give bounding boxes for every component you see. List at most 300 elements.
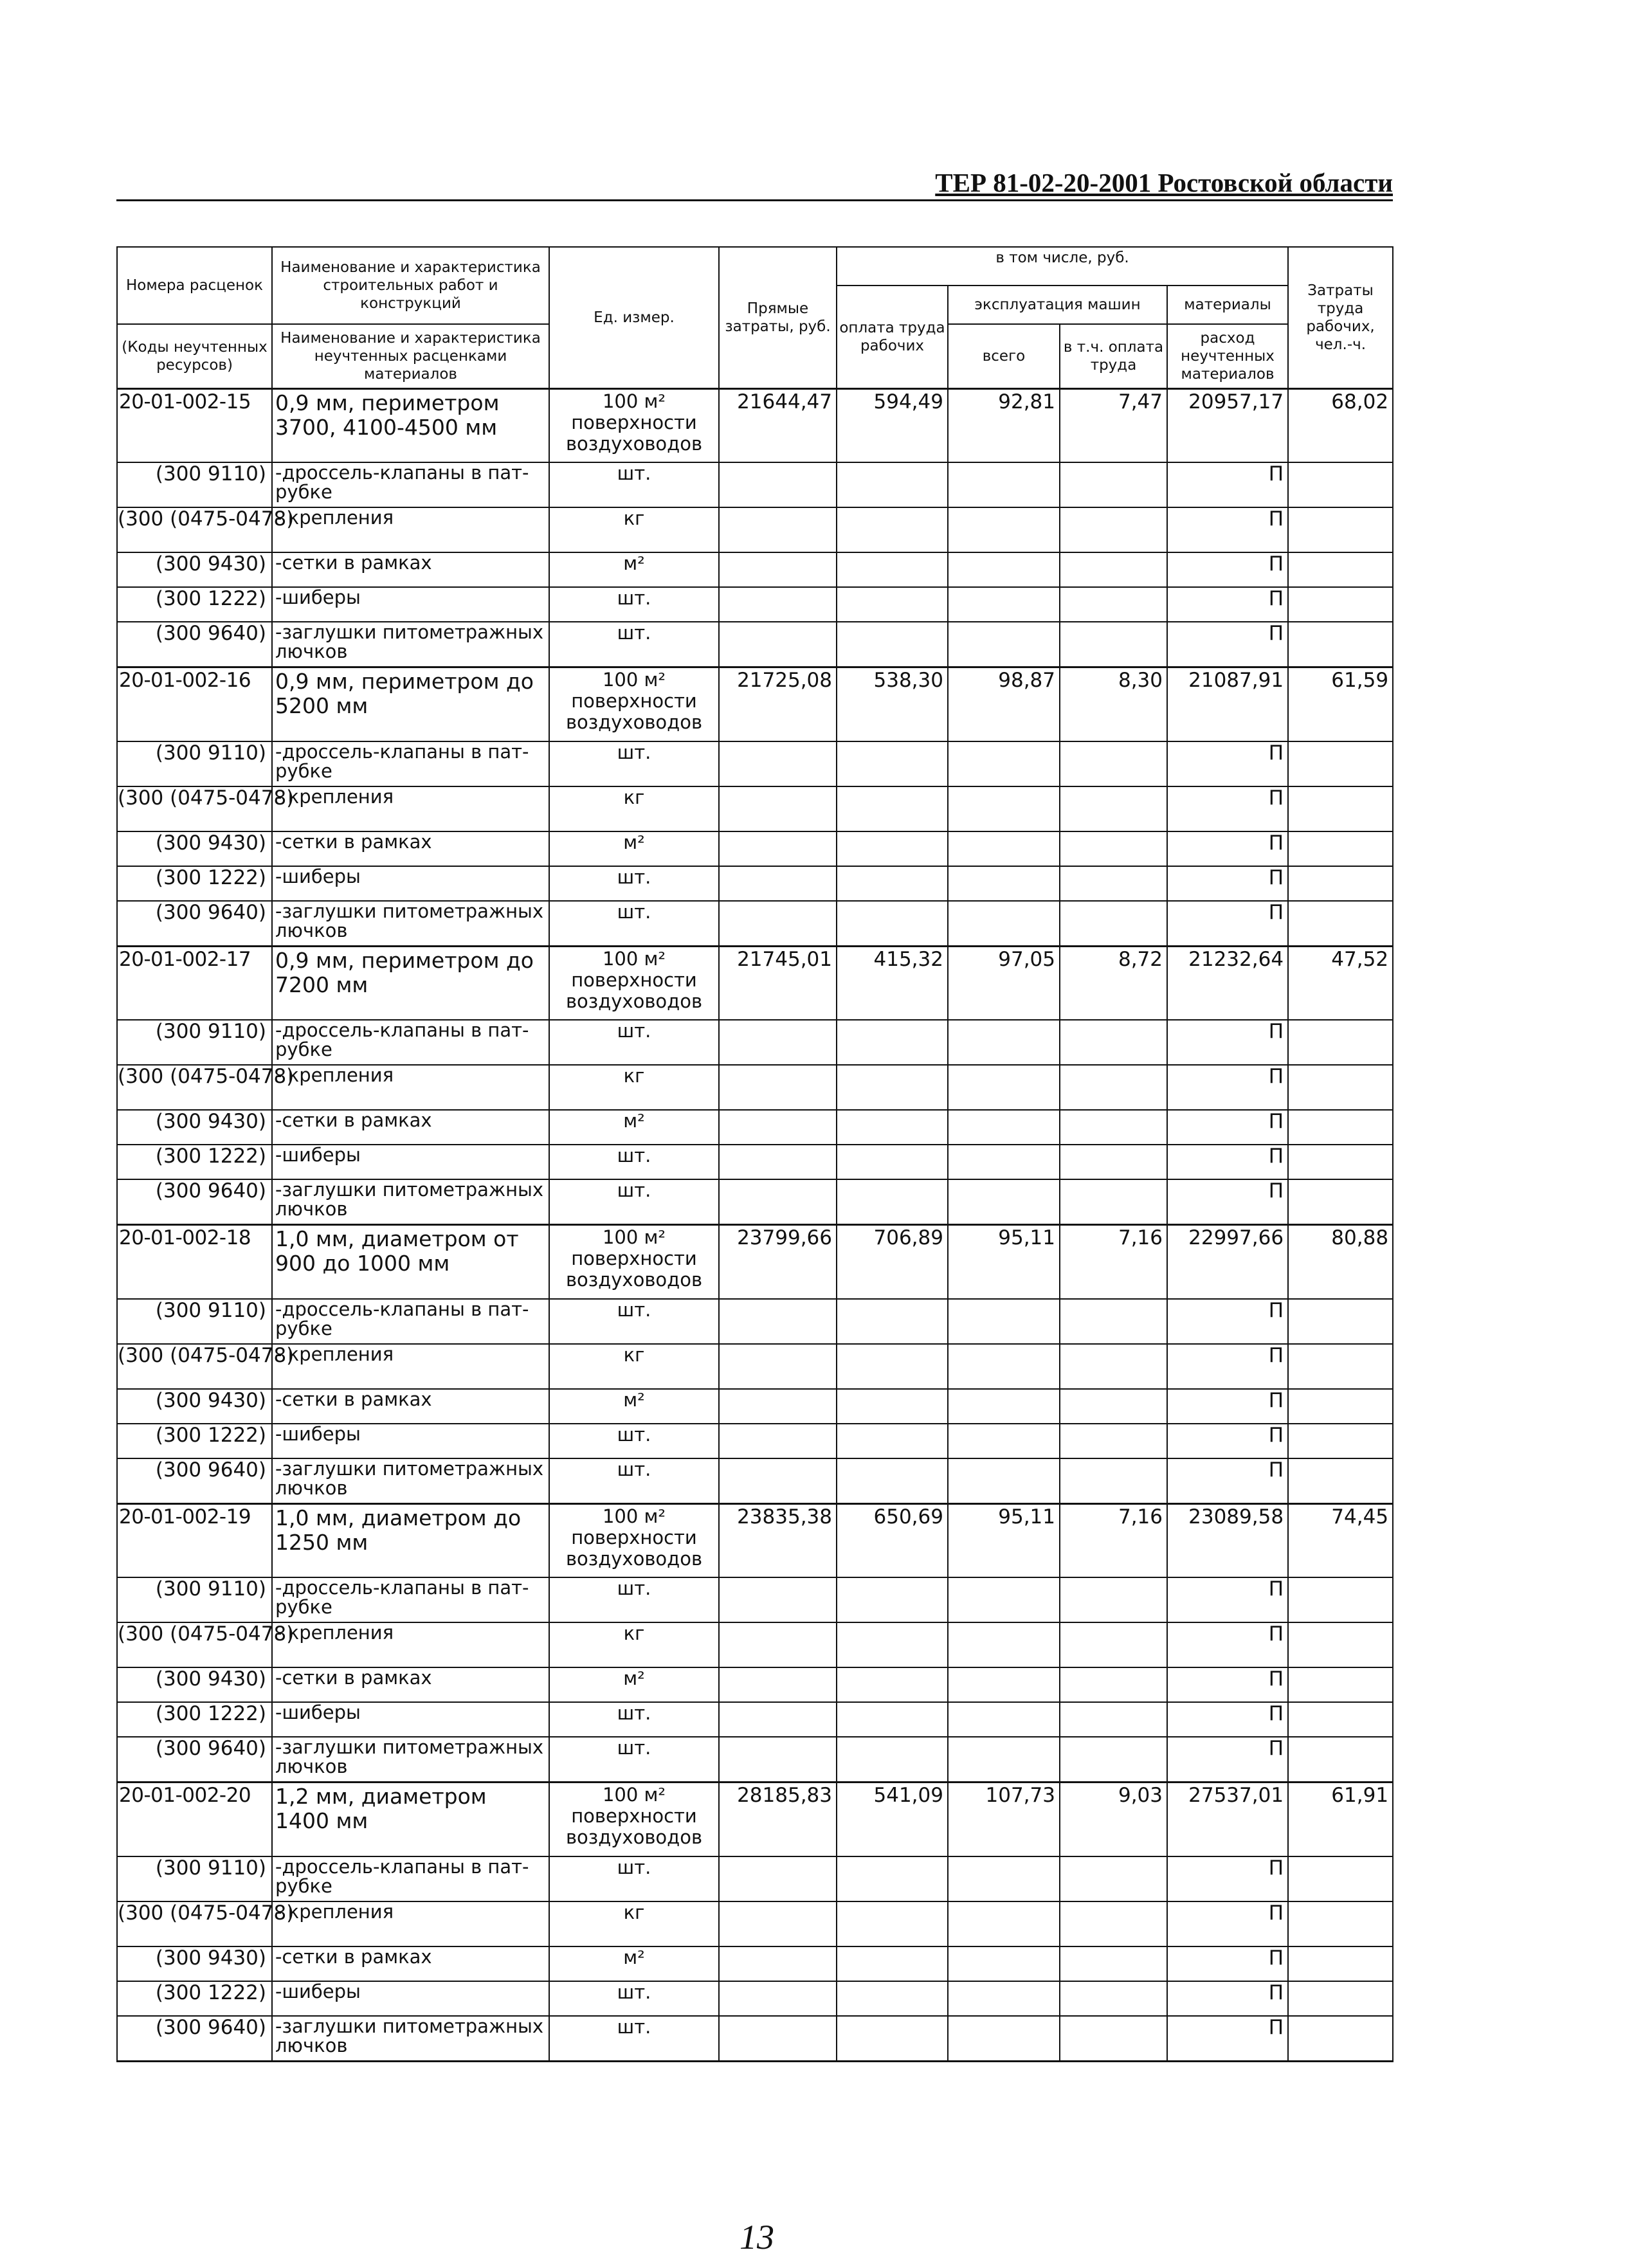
empty-cell — [1288, 1424, 1393, 1458]
labor-cost: 61,91 — [1288, 1783, 1393, 1856]
material-code: (300 9640) — [117, 1737, 272, 1783]
empty-cell — [719, 786, 837, 831]
material-code: (300 9430) — [117, 831, 272, 866]
material-row — [117, 1458, 1393, 1504]
empty-cell — [1288, 1901, 1393, 1946]
material-name: -заглушки питометражных лючков — [272, 622, 549, 667]
material-row — [117, 2016, 1393, 2062]
empty-cell — [719, 622, 837, 667]
empty-cell — [948, 507, 1060, 552]
rate-row — [117, 1225, 1393, 1299]
empty-cell — [719, 1458, 837, 1504]
empty-cell — [1060, 1344, 1167, 1389]
material-row — [117, 1424, 1393, 1458]
material-code: (300 9110) — [117, 1856, 272, 1901]
material-code: (300 (0475-0478) — [117, 786, 272, 831]
header-code-bottom: (Коды неучтенных ресурсов) — [117, 324, 272, 388]
empty-cell — [1060, 1901, 1167, 1946]
machines-labor: 8,30 — [1060, 667, 1167, 741]
rate-name: 1,2 мм, диаметром 1400 мм — [272, 1783, 549, 1856]
empty-cell — [1288, 786, 1393, 831]
rate-row — [117, 946, 1393, 1020]
material-row — [117, 1577, 1393, 1622]
material-unit: шт. — [549, 901, 719, 947]
material-code: (300 9110) — [117, 462, 272, 507]
material-row — [117, 866, 1393, 901]
labor-cost: 80,88 — [1288, 1225, 1393, 1299]
rate-unit: 100 м² поверхности воздуховодов — [549, 388, 719, 462]
machines-total: 97,05 — [948, 946, 1060, 1020]
empty-cell — [719, 1622, 837, 1667]
header-labor-pay: оплата труда рабочих — [837, 286, 948, 388]
empty-cell — [1060, 1856, 1167, 1901]
material-mark: П — [1167, 901, 1288, 947]
empty-cell — [1288, 1389, 1393, 1424]
material-row — [117, 622, 1393, 667]
rate-name: 0,9 мм, периметром до 5200 мм — [272, 667, 549, 741]
material-code: (300 9640) — [117, 1458, 272, 1504]
material-row — [117, 1702, 1393, 1737]
empty-cell — [1288, 1946, 1393, 1981]
empty-cell — [948, 1737, 1060, 1783]
material-mark: П — [1167, 1622, 1288, 1667]
empty-cell — [719, 1702, 837, 1737]
rate-row — [117, 1503, 1393, 1577]
empty-cell — [948, 1622, 1060, 1667]
material-row — [117, 1981, 1393, 2016]
empty-cell — [948, 462, 1060, 507]
material-row — [117, 1299, 1393, 1344]
empty-cell — [948, 1424, 1060, 1458]
material-unit: м² — [549, 1110, 719, 1145]
empty-cell — [948, 1020, 1060, 1065]
material-code: (300 1222) — [117, 1981, 272, 2016]
empty-cell — [1060, 552, 1167, 587]
rate-code: 20-01-002-18 — [117, 1225, 272, 1299]
empty-cell — [1288, 1020, 1393, 1065]
direct-costs: 21725,08 — [719, 667, 837, 741]
material-unit: м² — [549, 831, 719, 866]
header-including: в том числе, руб. — [837, 247, 1288, 286]
rate-row — [117, 388, 1393, 462]
material-unit: шт. — [549, 1981, 719, 2016]
empty-cell — [948, 831, 1060, 866]
material-name: -заглушки питометражных лючков — [272, 1179, 549, 1225]
material-mark: П — [1167, 1344, 1288, 1389]
material-code: (300 (0475-0478) — [117, 1344, 272, 1389]
material-name: -сетки в рамках — [272, 1110, 549, 1145]
empty-cell — [948, 1981, 1060, 2016]
empty-cell — [719, 587, 837, 622]
material-name: -шиберы — [272, 866, 549, 901]
empty-cell — [1060, 1145, 1167, 1179]
material-row — [117, 786, 1393, 831]
material-row — [117, 462, 1393, 507]
material-mark: П — [1167, 1299, 1288, 1344]
material-unit: кг — [549, 1344, 719, 1389]
material-name: -сетки в рамках — [272, 1389, 549, 1424]
material-unit: кг — [549, 786, 719, 831]
empty-cell — [719, 901, 837, 947]
empty-cell — [719, 1901, 837, 1946]
material-code: (300 9110) — [117, 1299, 272, 1344]
material-code: (300 9430) — [117, 552, 272, 587]
rate-unit: 100 м² поверхности воздуховодов — [549, 1503, 719, 1577]
material-unit: м² — [549, 1389, 719, 1424]
labor-pay: 594,49 — [837, 388, 948, 462]
material-code: (300 (0475-0478) — [117, 507, 272, 552]
empty-cell — [719, 1020, 837, 1065]
table-header — [117, 247, 1393, 388]
empty-cell — [948, 1344, 1060, 1389]
empty-cell — [1288, 1145, 1393, 1179]
empty-cell — [719, 1179, 837, 1225]
material-mark: П — [1167, 1145, 1288, 1179]
material-row — [117, 741, 1393, 786]
empty-cell — [1060, 1946, 1167, 1981]
material-name: -заглушки питометражных лючков — [272, 1458, 549, 1504]
material-row — [117, 1020, 1393, 1065]
empty-cell — [1288, 1856, 1393, 1901]
material-mark: П — [1167, 1702, 1288, 1737]
empty-cell — [1060, 507, 1167, 552]
empty-cell — [719, 1424, 837, 1458]
empty-cell — [837, 1946, 948, 1981]
empty-cell — [837, 622, 948, 667]
empty-cell — [1060, 1020, 1167, 1065]
header-direct-costs: Прямые затраты, руб. — [719, 247, 837, 388]
empty-cell — [837, 1577, 948, 1622]
material-mark: П — [1167, 741, 1288, 786]
empty-cell — [1288, 507, 1393, 552]
empty-cell — [1060, 1424, 1167, 1458]
empty-cell — [1288, 1737, 1393, 1783]
empty-cell — [1288, 1179, 1393, 1225]
machines-labor: 9,03 — [1060, 1783, 1167, 1856]
empty-cell — [1060, 786, 1167, 831]
empty-cell — [719, 1344, 837, 1389]
machines-labor: 8,72 — [1060, 946, 1167, 1020]
empty-cell — [1060, 831, 1167, 866]
empty-cell — [719, 1110, 837, 1145]
material-unit: шт. — [549, 462, 719, 507]
empty-cell — [719, 831, 837, 866]
material-row — [117, 1622, 1393, 1667]
material-code: (300 9430) — [117, 1389, 272, 1424]
empty-cell — [1288, 1622, 1393, 1667]
empty-cell — [837, 866, 948, 901]
empty-cell — [1060, 1065, 1167, 1110]
material-mark: П — [1167, 831, 1288, 866]
header-name-bottom: Наименование и характеристика неучтенных расценками материалов — [272, 324, 549, 388]
material-unit: шт. — [549, 1737, 719, 1783]
material-code: (300 9640) — [117, 622, 272, 667]
material-unit: кг — [549, 1901, 719, 1946]
material-unit: шт. — [549, 587, 719, 622]
material-code: (300 (0475-0478) — [117, 1901, 272, 1946]
material-name: - крепления — [272, 1065, 549, 1110]
header-machines-total: всего — [948, 324, 1060, 388]
material-name: -шиберы — [272, 1702, 549, 1737]
machines-total: 95,11 — [948, 1225, 1060, 1299]
material-mark: П — [1167, 622, 1288, 667]
material-name: -сетки в рамках — [272, 1946, 549, 1981]
empty-cell — [837, 1065, 948, 1110]
direct-costs: 28185,83 — [719, 1783, 837, 1856]
empty-cell — [1060, 1179, 1167, 1225]
empty-cell — [719, 1145, 837, 1179]
direct-costs: 21644,47 — [719, 388, 837, 462]
empty-cell — [1060, 587, 1167, 622]
material-mark: П — [1167, 1737, 1288, 1783]
material-unit: шт. — [549, 741, 719, 786]
rate-code: 20-01-002-17 — [117, 946, 272, 1020]
material-code: (300 1222) — [117, 587, 272, 622]
material-name: -дроссель-клапаны в пат-рубке — [272, 741, 549, 786]
empty-cell — [837, 587, 948, 622]
empty-cell — [1060, 741, 1167, 786]
empty-cell — [837, 1344, 948, 1389]
labor-cost: 61,59 — [1288, 667, 1393, 741]
material-mark: П — [1167, 786, 1288, 831]
material-code: (300 9640) — [117, 2016, 272, 2062]
material-unit: м² — [549, 1667, 719, 1702]
empty-cell — [1288, 462, 1393, 507]
material-mark: П — [1167, 1901, 1288, 1946]
empty-cell — [1288, 1667, 1393, 1702]
labor-pay: 706,89 — [837, 1225, 948, 1299]
material-code: (300 9430) — [117, 1946, 272, 1981]
rate-name: 0,9 мм, периметром 3700, 4100-4500 мм — [272, 388, 549, 462]
material-unit: кг — [549, 507, 719, 552]
material-name: -дроссель-клапаны в пат-рубке — [272, 462, 549, 507]
material-name: -шиберы — [272, 1145, 549, 1179]
material-mark: П — [1167, 1424, 1288, 1458]
machines-total: 92,81 — [948, 388, 1060, 462]
materials-cost: 21232,64 — [1167, 946, 1288, 1020]
material-row — [117, 1179, 1393, 1225]
empty-cell — [1288, 866, 1393, 901]
header-machines-labor: в т.ч. оплата труда — [1060, 324, 1167, 388]
empty-cell — [837, 507, 948, 552]
material-name: -заглушки питометражных лючков — [272, 2016, 549, 2062]
empty-cell — [837, 552, 948, 587]
empty-cell — [837, 1110, 948, 1145]
rate-unit: 100 м² поверхности воздуховодов — [549, 1225, 719, 1299]
empty-cell — [719, 1737, 837, 1783]
empty-cell — [1060, 1702, 1167, 1737]
empty-cell — [837, 1901, 948, 1946]
empty-cell — [948, 1065, 1060, 1110]
material-name: -шиберы — [272, 587, 549, 622]
empty-cell — [1060, 866, 1167, 901]
material-name: -заглушки питометражных лючков — [272, 901, 549, 947]
empty-cell — [719, 1065, 837, 1110]
empty-cell — [837, 786, 948, 831]
rate-row — [117, 1783, 1393, 1856]
header-code-top: Номера расценок — [117, 247, 272, 324]
material-row — [117, 1110, 1393, 1145]
material-row — [117, 901, 1393, 947]
material-name: -шиберы — [272, 1981, 549, 2016]
empty-cell — [837, 1737, 948, 1783]
empty-cell — [719, 462, 837, 507]
labor-pay: 541,09 — [837, 1783, 948, 1856]
empty-cell — [1288, 1065, 1393, 1110]
empty-cell — [837, 1389, 948, 1424]
labor-cost: 74,45 — [1288, 1503, 1393, 1577]
material-mark: П — [1167, 1065, 1288, 1110]
empty-cell — [948, 2016, 1060, 2062]
empty-cell — [1060, 1110, 1167, 1145]
labor-pay: 415,32 — [837, 946, 948, 1020]
material-mark: П — [1167, 552, 1288, 587]
empty-cell — [948, 1110, 1060, 1145]
empty-cell — [1060, 1667, 1167, 1702]
empty-cell — [1288, 1299, 1393, 1344]
rate-name: 0,9 мм, периметром до 7200 мм — [272, 946, 549, 1020]
rate-code: 20-01-002-19 — [117, 1503, 272, 1577]
empty-cell — [837, 901, 948, 947]
empty-cell — [1060, 622, 1167, 667]
empty-cell — [1288, 1577, 1393, 1622]
material-mark: П — [1167, 866, 1288, 901]
empty-cell — [837, 1981, 948, 2016]
material-code: (300 9110) — [117, 1577, 272, 1622]
machines-labor: 7,16 — [1060, 1503, 1167, 1577]
header-name-top: Наименование и характеристика строительных работ и конструкций — [272, 247, 549, 324]
material-code: (300 9110) — [117, 1020, 272, 1065]
table-body — [117, 388, 1393, 2061]
header-machines: эксплуатация машин — [948, 286, 1167, 324]
material-mark: П — [1167, 462, 1288, 507]
empty-cell — [719, 866, 837, 901]
empty-cell — [719, 1946, 837, 1981]
empty-cell — [948, 1946, 1060, 1981]
rates-table — [116, 246, 1393, 2062]
material-mark: П — [1167, 1020, 1288, 1065]
empty-cell — [1060, 1299, 1167, 1344]
material-row — [117, 1145, 1393, 1179]
material-unit: кг — [549, 1622, 719, 1667]
empty-cell — [837, 2016, 948, 2062]
material-code: (300 9110) — [117, 741, 272, 786]
material-code: (300 9430) — [117, 1667, 272, 1702]
materials-cost: 22997,66 — [1167, 1225, 1288, 1299]
empty-cell — [1288, 1458, 1393, 1504]
material-unit: шт. — [549, 2016, 719, 2062]
page-number: 13 — [740, 2218, 774, 2256]
material-unit: шт. — [549, 1179, 719, 1225]
empty-cell — [948, 1856, 1060, 1901]
material-row — [117, 831, 1393, 866]
labor-cost: 68,02 — [1288, 388, 1393, 462]
empty-cell — [837, 831, 948, 866]
material-row — [117, 1946, 1393, 1981]
material-unit: шт. — [549, 1702, 719, 1737]
empty-cell — [948, 786, 1060, 831]
material-mark: П — [1167, 587, 1288, 622]
material-name: - крепления — [272, 1344, 549, 1389]
empty-cell — [1060, 1458, 1167, 1504]
empty-cell — [1288, 831, 1393, 866]
empty-cell — [1060, 1577, 1167, 1622]
empty-cell — [719, 1389, 837, 1424]
material-unit: шт. — [549, 1020, 719, 1065]
empty-cell — [948, 1299, 1060, 1344]
material-code: (300 (0475-0478) — [117, 1622, 272, 1667]
material-unit: шт. — [549, 866, 719, 901]
empty-cell — [948, 1702, 1060, 1737]
empty-cell — [719, 741, 837, 786]
empty-cell — [948, 622, 1060, 667]
materials-cost: 23089,58 — [1167, 1503, 1288, 1577]
material-code: (300 9430) — [117, 1110, 272, 1145]
empty-cell — [837, 1856, 948, 1901]
rate-code: 20-01-002-15 — [117, 388, 272, 462]
material-mark: П — [1167, 1577, 1288, 1622]
rate-row — [117, 667, 1393, 741]
empty-cell — [837, 1424, 948, 1458]
material-mark: П — [1167, 1179, 1288, 1225]
machines-total: 98,87 — [948, 667, 1060, 741]
empty-cell — [1288, 741, 1393, 786]
material-name: - крепления — [272, 786, 549, 831]
machines-labor: 7,16 — [1060, 1225, 1167, 1299]
empty-cell — [1060, 1622, 1167, 1667]
empty-cell — [837, 1702, 948, 1737]
material-name: -сетки в рамках — [272, 552, 549, 587]
labor-pay: 650,69 — [837, 1503, 948, 1577]
empty-cell — [1288, 1981, 1393, 2016]
material-row — [117, 1389, 1393, 1424]
material-unit: шт. — [549, 1577, 719, 1622]
machines-labor: 7,47 — [1060, 388, 1167, 462]
empty-cell — [837, 1622, 948, 1667]
header-materials-sub: расход неучтенных материалов — [1167, 324, 1288, 388]
material-row — [117, 1737, 1393, 1783]
empty-cell — [837, 741, 948, 786]
material-code: (300 1222) — [117, 1702, 272, 1737]
machines-total: 107,73 — [948, 1783, 1060, 1856]
material-row — [117, 1065, 1393, 1110]
material-name: - крепления — [272, 1901, 549, 1946]
material-code: (300 (0475-0478) — [117, 1065, 272, 1110]
empty-cell — [948, 1667, 1060, 1702]
empty-cell — [948, 587, 1060, 622]
material-unit: шт. — [549, 1299, 719, 1344]
empty-cell — [1288, 2016, 1393, 2062]
empty-cell — [1288, 1344, 1393, 1389]
empty-cell — [1060, 1389, 1167, 1424]
material-unit: шт. — [549, 622, 719, 667]
rate-name: 1,0 мм, диаметром до 1250 мм — [272, 1503, 549, 1577]
document-title: ТЕР 81-02-20-2001 Ростовской области — [935, 168, 1393, 197]
material-mark: П — [1167, 1946, 1288, 1981]
material-mark: П — [1167, 1458, 1288, 1504]
material-code: (300 9640) — [117, 1179, 272, 1225]
material-name: -дроссель-клапаны в пат-рубке — [272, 1577, 549, 1622]
empty-cell — [837, 462, 948, 507]
empty-cell — [837, 1458, 948, 1504]
empty-cell — [837, 1667, 948, 1702]
empty-cell — [1288, 1110, 1393, 1145]
empty-cell — [719, 1667, 837, 1702]
empty-cell — [948, 1577, 1060, 1622]
materials-cost: 20957,17 — [1167, 388, 1288, 462]
labor-cost: 47,52 — [1288, 946, 1393, 1020]
material-code: (300 1222) — [117, 1424, 272, 1458]
